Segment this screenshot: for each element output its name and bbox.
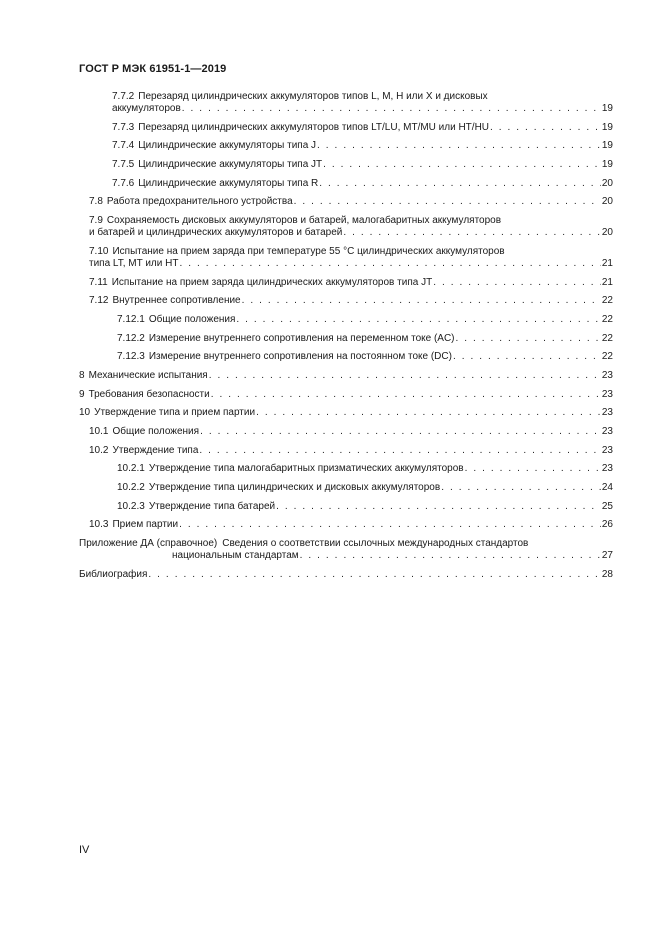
- toc-entry-title: Утверждение типа и прием партии: [94, 407, 256, 419]
- toc-entry-page: 23: [601, 407, 613, 419]
- toc-entry-page: 19: [601, 159, 613, 171]
- toc-leader-dots: [179, 258, 600, 270]
- toc-entry-title: Сохраняемость дисковых аккумуляторов и батарей, малогабаритных аккумуляторов: [106, 215, 502, 227]
- page-number: IV: [79, 844, 90, 856]
- toc-entry-page: 23: [601, 426, 613, 437]
- toc-entry-title: Утверждение типа малогабаритных призматических аккумуляторов: [148, 463, 464, 475]
- toc-entry-page: 21: [601, 276, 613, 288]
- toc-entry-number: 7.12.2: [117, 332, 145, 344]
- toc-entry-line: [112, 103, 613, 115]
- toc-entry-title: Общие положения: [148, 313, 236, 325]
- toc-entry-number: 10.3: [89, 519, 109, 531]
- toc-entry-number: 7.7.5: [112, 159, 135, 171]
- toc-entry-title: Общие положения: [112, 426, 200, 437]
- toc-leader-dots: [453, 351, 601, 363]
- toc-leader-dots: [490, 122, 601, 134]
- toc-leader-dots: [199, 445, 600, 457]
- toc-entry: [79, 140, 613, 152]
- toc-entry-title: Измерение внутреннего сопротивления на переменном токе (AC): [148, 332, 455, 344]
- toc-leader-dots: [456, 333, 601, 345]
- toc-leader-dots: [319, 178, 601, 190]
- toc-entry: [79, 246, 613, 270]
- toc-entry-page: 20: [601, 177, 613, 189]
- toc-entry-number: 10.2.2: [117, 482, 145, 494]
- toc-entry-line: [79, 538, 613, 550]
- toc-entry: [79, 196, 613, 208]
- toc-entry-page: 25: [601, 500, 613, 512]
- toc-leader-dots: [323, 159, 601, 171]
- toc-entry-title: Перезаряд цилиндрических аккумуляторов типов L, M, H или X и дисковых: [138, 91, 488, 102]
- toc-entry-page: 21: [601, 257, 613, 269]
- toc-leader-dots: [317, 140, 601, 152]
- toc-entry-title-continued: типа LT, MT или HT: [89, 257, 179, 269]
- toc-entry-number: 7.12: [89, 295, 109, 307]
- toc-entry-title-continued: аккумуляторов: [112, 103, 181, 114]
- toc-entry: [79, 333, 613, 345]
- toc-entry-title: Испытание на прием заряда цилиндрических аккумуляторов типа JT: [111, 276, 433, 288]
- toc-entry-line: [112, 91, 613, 103]
- toc-appendix-entry: [79, 538, 613, 562]
- toc-entry-line: [89, 258, 613, 270]
- toc-entry-title: Утверждение типа батарей: [148, 500, 276, 512]
- toc-leader-dots: [211, 389, 601, 401]
- toc-leader-dots: [236, 314, 600, 326]
- toc-leader-dots: [300, 550, 601, 562]
- toc-entry-page: 19: [601, 140, 613, 152]
- toc-entry-page: 24: [601, 482, 613, 494]
- toc-entry: [79, 501, 613, 513]
- toc-entry-page: 22: [601, 332, 613, 344]
- toc-entry-number: 7.11: [89, 276, 108, 288]
- toc-entry-title: Работа предохранительного устройства: [106, 196, 293, 208]
- toc-entry: [79, 482, 613, 494]
- toc-entry-number: 10: [79, 407, 91, 419]
- toc-entry-number: 7.12.1: [117, 313, 145, 325]
- toc-entry: [79, 426, 613, 438]
- appendix-label: Приложение ДА (справочное): [79, 538, 218, 550]
- toc-entry: [79, 314, 613, 326]
- toc-entry-title: Утверждение типа: [112, 444, 199, 456]
- toc-entry-number: 10.2.1: [117, 463, 145, 475]
- toc-entry-number: 7.8: [89, 196, 103, 208]
- toc-entry-number: 10.2: [89, 444, 109, 456]
- toc-entry-page: 23: [601, 388, 613, 400]
- toc-entry-title: Требования безопасности: [88, 388, 210, 400]
- toc-entry: [79, 351, 613, 363]
- toc-entry-number: 8: [79, 369, 85, 381]
- toc-leader-dots: [441, 482, 601, 494]
- toc-entry: [79, 277, 613, 289]
- toc-entry: [79, 122, 613, 134]
- toc-leader-dots: [343, 227, 601, 239]
- toc-entry-number: 10.1: [89, 426, 109, 437]
- toc-entry-line: [89, 215, 613, 227]
- toc-entry-page: 22: [601, 295, 613, 307]
- toc-leader-dots: [209, 370, 601, 382]
- toc-entry-number: 7.10: [89, 245, 109, 257]
- toc-entry-number: 7.12.3: [117, 351, 145, 363]
- toc-leader-dots: [276, 501, 601, 513]
- toc-entry-line: [89, 227, 613, 239]
- table-of-contents: [79, 91, 613, 588]
- toc-entry: [79, 159, 613, 171]
- toc-leader-dots: [182, 103, 601, 115]
- toc-entry-page: 26: [601, 519, 613, 531]
- toc-entry-title-continued: и батарей и цилиндрических аккумуляторов и батарей: [89, 227, 343, 239]
- toc-leader-dots: [433, 277, 601, 289]
- toc-entry: [79, 519, 613, 531]
- toc-leader-dots: [256, 407, 601, 419]
- toc-entry-number: 7.7.2: [112, 91, 135, 102]
- document-header: ГОСТ Р МЭК 61951-1—2019: [79, 63, 227, 75]
- toc-entry-number: 7.7.4: [112, 140, 135, 152]
- toc-entry-number: 7.7.6: [112, 177, 135, 189]
- toc-entry: [79, 295, 613, 307]
- toc-entry-number: 9: [79, 388, 85, 400]
- toc-leader-dots: [148, 569, 600, 581]
- toc-entry-page: 23: [601, 463, 613, 475]
- toc-entry-line: [89, 246, 613, 258]
- toc-entry-page: 23: [601, 369, 613, 381]
- toc-entry: [79, 445, 613, 457]
- toc-entry-title: Цилиндрические аккумуляторы типа J: [138, 140, 317, 152]
- toc-entry: [79, 463, 613, 475]
- toc-entry: [79, 91, 613, 115]
- toc-entry: [79, 407, 613, 419]
- toc-entry-line: [79, 550, 613, 562]
- toc-entry-title: Перезаряд цилиндрических аккумуляторов типов LT/LU, MT/MU или HT/HU: [138, 121, 490, 133]
- toc-entry-title: Утверждение типа цилиндрических и дисковых аккумуляторов: [148, 482, 441, 494]
- toc-entry-page: 23: [601, 444, 613, 456]
- toc-entry: [79, 178, 613, 190]
- toc-entry-number: 10.2.3: [117, 500, 145, 512]
- toc-entry-number: 7.9: [89, 215, 103, 227]
- toc-entry-page: 22: [601, 313, 613, 325]
- toc-leader-dots: [242, 295, 601, 307]
- toc-entry-title: Механические испытания: [88, 369, 208, 381]
- toc-entry-title: Цилиндрические аккумуляторы типа JT: [138, 159, 323, 171]
- toc-entry-title: Прием партии: [112, 519, 179, 531]
- toc-entry-page: 20: [601, 196, 613, 208]
- toc-entry-title: Измерение внутреннего сопротивления на постоянном токе (DC): [148, 351, 452, 363]
- toc-entry-page: 28: [601, 568, 613, 580]
- appendix-title: Сведения о соответствии ссылочных международных стандартов: [222, 538, 529, 550]
- toc-entry-page: 27: [601, 550, 613, 562]
- appendix-title-continued: национальным стандартам: [172, 550, 299, 562]
- bibliography-title: Библиография: [79, 568, 148, 580]
- toc-leader-dots: [465, 463, 601, 475]
- toc-bibliography-entry: [79, 569, 613, 581]
- toc-entry-page: 19: [601, 121, 613, 133]
- toc-entry-number: 7.7.3: [112, 121, 135, 133]
- toc-leader-dots: [200, 426, 601, 438]
- toc-entry: [79, 389, 613, 401]
- toc-entry-title: Внутреннее сопротивление: [112, 295, 241, 307]
- toc-entry: [79, 370, 613, 382]
- toc-entry-page: 19: [601, 103, 613, 114]
- toc-entry-page: 22: [601, 351, 613, 363]
- toc-leader-dots: [294, 196, 601, 208]
- toc-leader-dots: [179, 519, 601, 531]
- toc-entry-page: 20: [601, 227, 613, 239]
- toc-entry-title: Цилиндрические аккумуляторы типа R: [138, 177, 319, 189]
- toc-entry-title: Испытание на прием заряда при температуре 55 °C цилиндрических аккумуляторов: [112, 245, 505, 257]
- toc-entry: [79, 215, 613, 239]
